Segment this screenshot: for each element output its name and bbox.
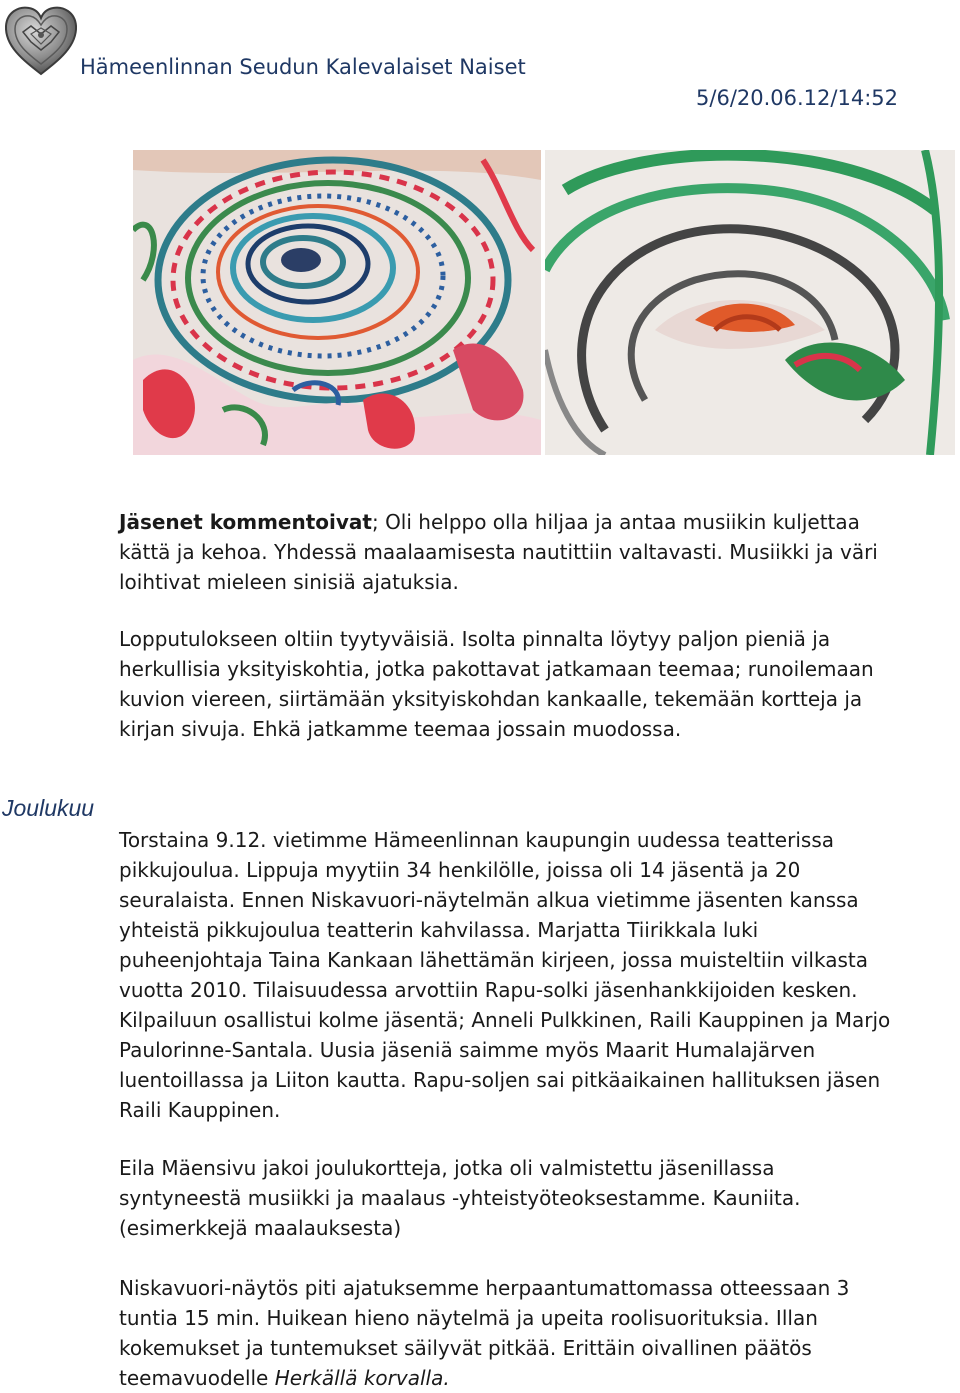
- comments-lead: Jäsenet kommentoivat: [119, 510, 372, 534]
- section-heading: Joulukuu: [2, 795, 95, 821]
- heart-logo-icon: [3, 4, 79, 76]
- play-review-text: Niskavuori-näytös piti ajatuksemme herpaantumattomassa otteessaan 3 tuntia 15 min. Huikean hieno näytelmä ja upeita roolisuorituksia. Illan kokemukset ja tuntemukset säilyvät pitkää. Erittäin oivallinen päätös teemavuodelle: [119, 1276, 850, 1390]
- christmas-cards-paragraph: [119, 1153, 899, 1243]
- result-text: Lopputulokseen oltiin tyytyväisiä. Isolta pinnalta löytyy paljon pieniä ja herkullisia yksityiskohtia, jotka pakottavat jatkamaan teemaa; runoilemaan kuvion viereen, siirtämään yksityiskohdan kankaalle, tekemään kortteja ja kirjan sivuja. Ehkä jatkamme teemaa jossain muodossa.: [119, 627, 874, 741]
- eye-painting-image: [545, 150, 955, 455]
- swirl-painting-image: [133, 150, 541, 455]
- play-review-paragraph: [119, 1273, 899, 1393]
- comments-text: ; Oli helppo olla hiljaa ja antaa musiikin kuljettaa kättä ja kehoa. Yhdessä maalaamisesta nautittiin valtavasti. Musiikki ja väri loihtivat mieleen sinisiä ajatuksia.: [119, 510, 878, 594]
- christmas-party-text: Torstaina 9.12. vietimme Hämeenlinnan kaupungin uudessa teatterissa pikkujoulua. Lippuja myytiin 34 henkilölle, joissa oli 14 jäsentä ja 20 seuralaista. Ennen Niskavuori-näytelmän alkua vietimme jäsenten kanssa yhteistä pikkujoulua teatterin kahvilassa. Marjatta Tiirikkala luki puheenjohtaja Taina Kankaan lähettämän kirjeen, jossa muisteltiin vilkasta vuotta 2010. Tilaisuudessa arvottiin Rapu-solki jäsenhankkijoiden kesken. Kilpailuun osallistui kolme jäsentä; Anneli Pulkkinen, Raili Kauppinen ja Marjo Paulorinne-Santala. Uusia jäseniä saimme myös Maarit Humalajärven luentoillassa ja Liiton kautta. Rapu-soljen sai pitkäaikainen hallituksen jäsen Raili Kauppinen.: [119, 828, 891, 1122]
- result-paragraph: [119, 624, 899, 744]
- page-reference: 5/6/20.06.12/14:52: [696, 86, 898, 110]
- member-comments-paragraph: [119, 507, 899, 597]
- organization-name: Hämeenlinnan Seudun Kalevalaiset Naiset: [80, 55, 526, 79]
- theme-name: Herkällä korvalla.: [274, 1366, 450, 1390]
- christmas-cards-text: Eila Mäensivu jakoi joulukortteja, jotka oli valmistettu jäsenillassa syntyneestä musiikki ja maalaus -yhteistyöteoksestamme. Kauniita. (esimerkkejä maalauksesta): [119, 1156, 801, 1240]
- christmas-party-paragraph: [119, 825, 899, 1125]
